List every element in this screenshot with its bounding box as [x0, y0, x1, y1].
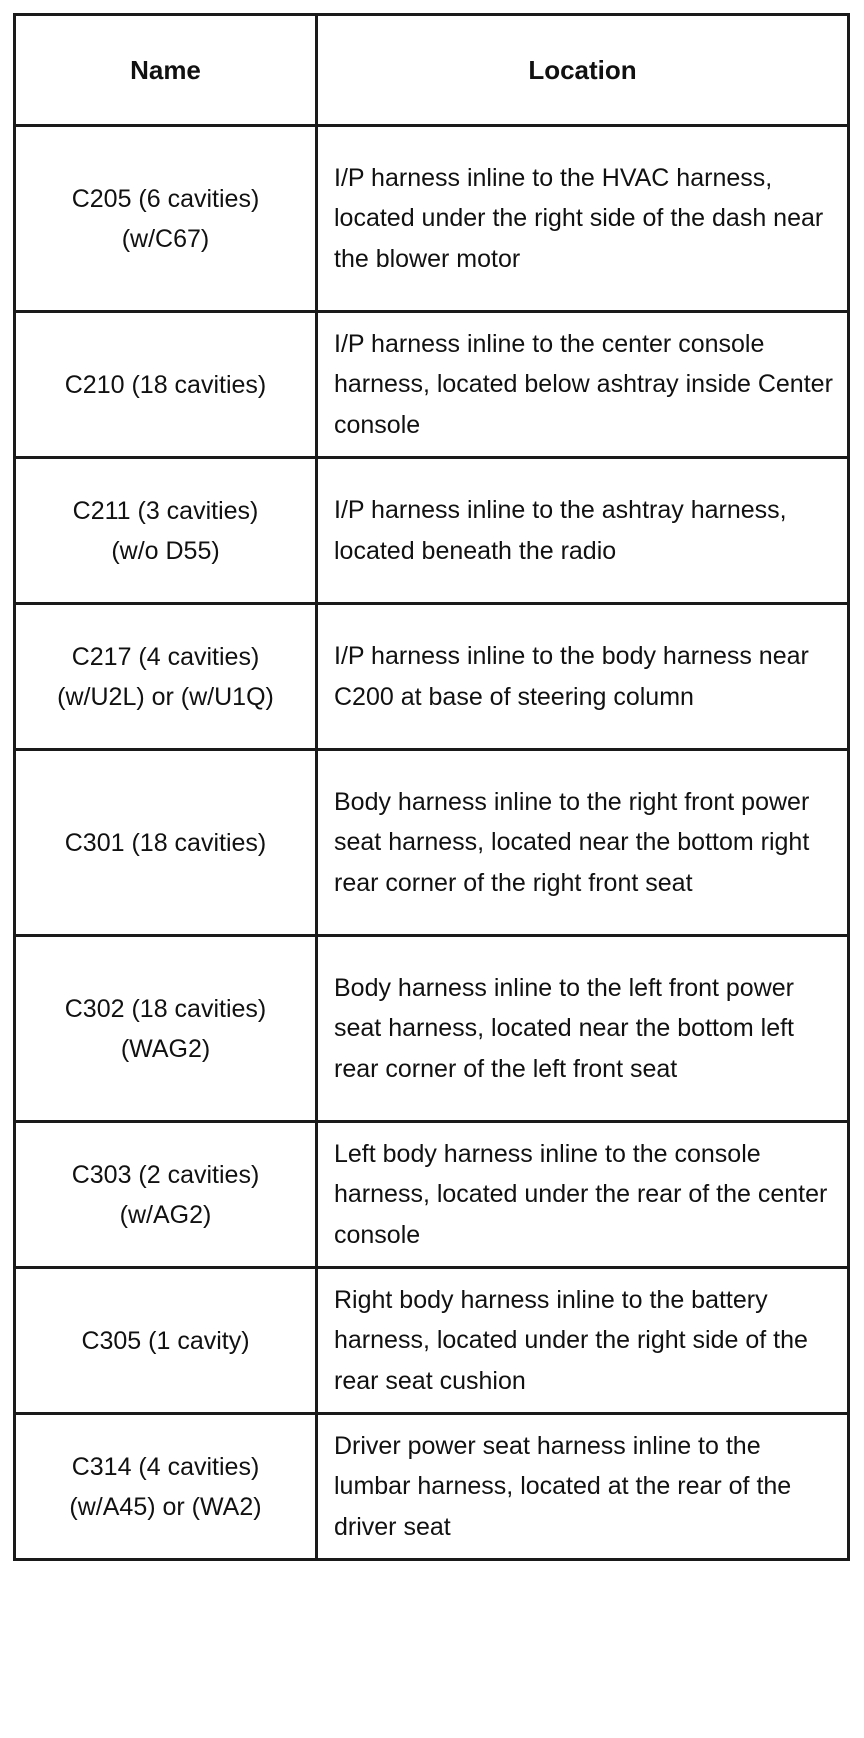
connector-option: (w/o D55): [111, 536, 220, 565]
connector-name-cell: [15, 312, 317, 458]
connector-name-cell: [15, 750, 317, 936]
connector-name: C303 (2 cavities): [71, 1160, 260, 1189]
connector-name-cell: [15, 126, 317, 312]
connector-name-cell: [15, 604, 317, 750]
table-row: [15, 604, 849, 750]
connector-option: (w/AG2): [119, 1200, 212, 1229]
connector-name: C305 (1 cavity): [81, 1326, 250, 1355]
connector-location: Right body harness inline to the battery harness, located under the right side of the rear seat cushion: [317, 1268, 849, 1414]
connector-location: I/P harness inline to the HVAC harness, located under the right side of the dash near the blower motor: [317, 126, 849, 312]
table-row: [15, 312, 849, 458]
connector-table: [13, 13, 850, 1561]
connector-name: C301 (18 cavities): [64, 828, 267, 857]
connector-location: I/P harness inline to the ashtray harness, located beneath the radio: [317, 458, 849, 604]
connector-location: I/P harness inline to the center console harness, located below ashtray inside Center console: [317, 312, 849, 458]
table-row: [15, 1414, 849, 1560]
connector-name-cell: [15, 1414, 317, 1560]
connector-location: Left body harness inline to the console harness, located under the rear of the center console: [317, 1122, 849, 1268]
header-row: [15, 15, 849, 126]
table-row: [15, 126, 849, 312]
connector-name-cell: [15, 1268, 317, 1414]
connector-name: C314 (4 cavities): [71, 1452, 260, 1481]
table-row: [15, 750, 849, 936]
connector-option: (w/A45) or (WA2): [69, 1492, 262, 1521]
connector-name: C210 (18 cavities): [64, 370, 267, 399]
table-row: [15, 1268, 849, 1414]
connector-option: (w/C67): [121, 224, 210, 253]
connector-name-cell: [15, 458, 317, 604]
connector-name-cell: [15, 1122, 317, 1268]
connector-name: C211 (3 cavities): [72, 496, 259, 525]
connector-name: C302 (18 cavities): [64, 994, 267, 1023]
connector-name: C205 (6 cavities): [71, 184, 260, 213]
connector-location: Body harness inline to the left front power seat harness, located near the bottom left rear corner of the left front seat: [317, 936, 849, 1122]
connector-name: C217 (4 cavities): [71, 642, 260, 671]
table-row: [15, 1122, 849, 1268]
connector-location: I/P harness inline to the body harness near C200 at base of steering column: [317, 604, 849, 750]
name-header: Name: [15, 15, 317, 126]
connector-location: Driver power seat harness inline to the lumbar harness, located at the rear of the driver seat: [317, 1414, 849, 1560]
connector-name-cell: [15, 936, 317, 1122]
location-header: Location: [317, 15, 849, 126]
connector-option: (w/U2L) or (w/U1Q): [57, 682, 274, 711]
table-row: [15, 458, 849, 604]
connector-location: Body harness inline to the right front power seat harness, located near the bottom right rear corner of the right front seat: [317, 750, 849, 936]
connector-option: (WAG2): [120, 1034, 211, 1063]
table-row: [15, 936, 849, 1122]
